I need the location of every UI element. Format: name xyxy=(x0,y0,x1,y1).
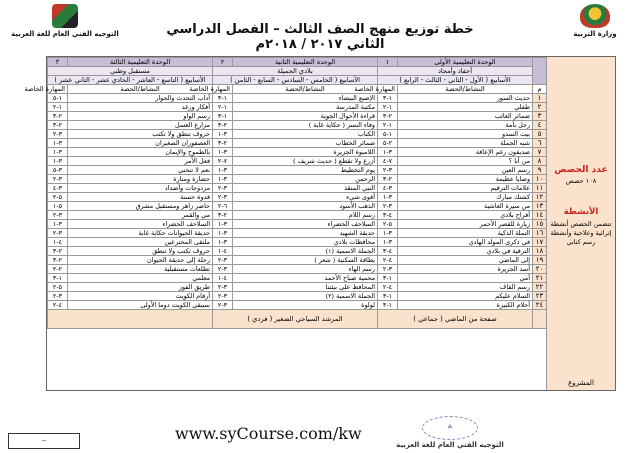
lesson-skill-code: ٣-١ xyxy=(213,220,233,229)
signature-block: — xyxy=(8,433,80,449)
table-row xyxy=(48,139,547,148)
lesson-skill-code: ٣-٢ xyxy=(213,184,233,193)
lesson-skill-code: ٤-٢ xyxy=(48,301,68,310)
lesson-title: أزرع ولا تقطع ( حديث شريف ) xyxy=(233,157,378,166)
table-row xyxy=(48,265,547,274)
row-number: ٩ xyxy=(533,166,547,175)
row-number: ١ xyxy=(533,94,547,103)
page-title: خطة توزيع منهج الصف الثالث – الفصل الدراسي الثاني ٢٠١٧ / ٢٠١٨م xyxy=(166,22,474,52)
table-row xyxy=(48,175,547,184)
lesson-title: معلمي xyxy=(68,274,213,283)
row-number: ٦ xyxy=(533,139,547,148)
lesson-skill-code: ٢-٣ xyxy=(213,211,233,220)
activities-desc: تتضمن الحصص أنشطة إثرائية وعلاجية وأنشطة رسم كتابي xyxy=(550,220,612,246)
skill-header: المهارة الخاصة xyxy=(48,85,68,94)
lesson-skill-code: ٣-٢ xyxy=(213,193,233,202)
lesson-title: رجل بأمة xyxy=(398,121,533,130)
lesson-title: من أنا ؟ xyxy=(398,157,533,166)
row-number: ١٧ xyxy=(533,238,547,247)
lesson-skill-code: ٤-٢ xyxy=(378,283,398,292)
lesson-title: النملة الذكية xyxy=(398,229,533,238)
lesson-skill-code: ٣-١ xyxy=(378,238,398,247)
lesson-skill-code: ٣-٢ xyxy=(48,211,68,220)
lesson-title: بالطموح والإيمان xyxy=(68,148,213,157)
periods-count: ١٠٨ حصص xyxy=(565,177,597,185)
lesson-skill-code: ٣-١ xyxy=(48,148,68,157)
lesson-title: أمي xyxy=(398,274,533,283)
lesson-skill-code: ٥-١ xyxy=(48,202,68,211)
lesson-skill-code: ٢-٢ xyxy=(48,265,68,274)
lesson-title: تطلعات مستقبلية xyxy=(68,265,213,274)
lesson-title: أفكار ورغد xyxy=(68,103,213,112)
unit-label: الوحدة التعليمية الأولى xyxy=(398,58,533,67)
row-number: ٢٤ xyxy=(533,301,547,310)
row-number: ٣ xyxy=(533,112,547,121)
lesson-title: حاضر زاهر ومستقبل مشرق xyxy=(68,202,213,211)
lesson-skill-code: ٣-١ xyxy=(48,157,68,166)
lesson-title: شبه الجملة xyxy=(398,139,533,148)
guidance-name: التوجيه الفني العام للغة العربية xyxy=(11,30,119,38)
row-number: ٢٣ xyxy=(533,292,547,301)
row-number: ١١ xyxy=(533,184,547,193)
lesson-title: آداب التحدث والحوار xyxy=(68,94,213,103)
lesson-skill-code: ١-٥ xyxy=(378,130,398,139)
lesson-skill-code: ١-٢ xyxy=(378,103,398,112)
unit-topic: مستقبل وطني xyxy=(48,67,213,76)
lesson-skill-code: ٣-٤ xyxy=(378,184,398,193)
lesson-skill-code: ١-٣ xyxy=(378,274,398,283)
table-row xyxy=(48,112,547,121)
row-number: ١٦ xyxy=(533,229,547,238)
lesson-title: أسد الجزيرة xyxy=(398,265,533,274)
lesson-title: اللامبوة الجزيرة xyxy=(233,148,378,157)
lesson-header: النشاط/الحصة xyxy=(233,85,378,94)
row-number: ٥ xyxy=(533,130,547,139)
lesson-skill-code: ٤-٢ xyxy=(378,256,398,265)
table-row xyxy=(48,256,547,265)
row-number: ٨ xyxy=(533,157,547,166)
lesson-title: الذهب الأسود xyxy=(233,202,378,211)
lesson-title: محافظات بلادي xyxy=(233,238,378,247)
lesson-skill-code: ٢-٣ xyxy=(213,139,233,148)
lesson-title: رسم الهاء xyxy=(233,265,378,274)
skill-header: المهارة الخاصة xyxy=(213,85,233,94)
row-number: ١٠ xyxy=(533,175,547,184)
table-row xyxy=(48,229,547,238)
skill-header: المهارة الخاصة xyxy=(378,85,398,94)
lesson-skill-code: ٢-٣ xyxy=(378,112,398,121)
lesson-title: زيارة للقصر الأحمر xyxy=(398,220,533,229)
lesson-skill-code: ٣-١ xyxy=(213,130,233,139)
lesson-skill-code: ٤-١ xyxy=(213,247,233,256)
lesson-skill-code: ١-٣ xyxy=(378,94,398,103)
lesson-title: الكتاب xyxy=(233,130,378,139)
side-panel xyxy=(546,57,615,390)
lesson-skill-code: ٢-٣ xyxy=(213,121,233,130)
row-number: ١٩ xyxy=(533,256,547,265)
unit-topic: بلادي الجميلة xyxy=(213,67,378,76)
lesson-title: العصفوران الصغيران xyxy=(68,139,213,148)
lesson-skill-code: ١-٣ xyxy=(213,112,233,121)
periods-label: عدد الحصص xyxy=(554,165,608,175)
lesson-title: وصايا عظيمة xyxy=(398,175,533,184)
stamp-caption: التوجيه الفني العام للغة العربية xyxy=(396,441,504,449)
lesson-skill-code: ٣-٢ xyxy=(48,292,68,301)
row-number: ٢ xyxy=(533,103,547,112)
unit-weeks: الأسابيع ( الخامس - السادس - السابع - الثامن ) xyxy=(213,76,378,85)
lesson-skill-code: ٣-٢ xyxy=(48,175,68,184)
lesson-title: النبي المنقذ xyxy=(233,184,378,193)
lesson-skill-code: ٣-١ xyxy=(378,148,398,157)
lesson-skill-code: ٥-٢ xyxy=(48,283,68,292)
lesson-skill-code: ٦-٢ xyxy=(213,202,233,211)
stamp-seal: ☘ xyxy=(422,416,478,440)
lesson-skill-code: ٣-١ xyxy=(213,175,233,184)
lesson-title: السلاحف الخضراء xyxy=(68,220,213,229)
lesson-skill-code: ٣-١ xyxy=(378,229,398,238)
lesson-skill-code: ١-٢ xyxy=(213,103,233,112)
table-row xyxy=(48,193,547,202)
table-row xyxy=(48,292,547,301)
lesson-title: طفلي xyxy=(398,103,533,112)
lesson-skill-code: ٣-٢ xyxy=(48,229,68,238)
unit-topic: أحفاد وأمجاد xyxy=(378,67,533,76)
lesson-title: مزارع العسل xyxy=(68,121,213,130)
lesson-title: كشتك مبارك xyxy=(398,193,533,202)
ministry-name: وزارة التربية xyxy=(573,30,617,38)
lesson-title: طريق الفوز xyxy=(68,283,213,292)
row-number: ١٤ xyxy=(533,211,547,220)
lesson-header: النشاط/الحصة xyxy=(398,85,533,94)
plan-table xyxy=(24,57,547,329)
row-number: ١٥ xyxy=(533,220,547,229)
lesson-skill-code: ٥-٢ xyxy=(48,193,68,202)
lesson-title: السلام عليكم xyxy=(398,292,533,301)
project-cell-u1: صفحة من الماضي ( جماعي ) xyxy=(378,310,533,329)
lesson-title: رحلة إلى حديقة الحيوان xyxy=(68,256,213,265)
unit-number: ٣ xyxy=(48,58,68,67)
project-corner xyxy=(533,310,547,329)
lesson-skill-code: ٣-٢ xyxy=(48,130,68,139)
lesson-skill-code: ٣-١ xyxy=(213,238,233,247)
lesson-skill-code: ٧-٢ xyxy=(213,157,233,166)
table-row xyxy=(48,157,547,166)
lesson-title: مي والقمر xyxy=(68,211,213,220)
lesson-skill-code: ٣-٥ xyxy=(48,166,68,175)
project-cell-u3 xyxy=(48,310,213,329)
website-url[interactable]: www.syCourse.com/kw xyxy=(175,424,362,443)
lesson-skill-code: ٣-٢ xyxy=(213,292,233,301)
lesson-skill-code: ٣-١ xyxy=(213,148,233,157)
lesson-title: علامات الترقيم xyxy=(398,184,533,193)
table-row xyxy=(48,121,547,130)
row-number: ٤ xyxy=(533,121,547,130)
ministry-header xyxy=(560,4,630,38)
lesson-title: من سيرة الغاشية xyxy=(398,202,533,211)
lesson-skill-code: ٤-١ xyxy=(213,274,233,283)
table-row xyxy=(48,130,547,139)
guidance-stamp xyxy=(390,416,510,449)
unit-weeks: الأسابيع ( التاسع - العاشر - الحادي عشر - الثاني عشر ) xyxy=(48,76,213,85)
row-number: ١٣ xyxy=(533,202,547,211)
table-row xyxy=(48,184,547,193)
lesson-skill-code: ٤-٣ xyxy=(378,211,398,220)
row-number: ٢٢ xyxy=(533,283,547,292)
table-row xyxy=(48,301,547,310)
lesson-title: الجملة الاسمية (١) xyxy=(233,247,378,256)
table-row xyxy=(48,211,547,220)
lesson-title: أفراح بلادي xyxy=(398,211,533,220)
lesson-title: حديقة الشهيد xyxy=(233,229,378,238)
lesson-skill-code: ٢-٣ xyxy=(48,112,68,121)
lesson-skill-code: ٣-٢ xyxy=(213,265,233,274)
lesson-title: مكتبة المدرسة xyxy=(233,103,378,112)
lesson-skill-code: ١-٣ xyxy=(378,301,398,310)
table-row xyxy=(48,238,547,247)
table-row xyxy=(48,148,547,157)
table-row xyxy=(48,283,547,292)
row-number: ٧ xyxy=(533,148,547,157)
table-row xyxy=(48,202,547,211)
lesson-title: أحلام الكبيرة xyxy=(398,301,533,310)
lesson-title: سيبقى الكويت دوما الأولى xyxy=(68,301,213,310)
table-row xyxy=(48,274,547,283)
lesson-skill-code: ٧-٤ xyxy=(378,157,398,166)
project-label: المشروع xyxy=(568,379,594,387)
row-number: ٢٠ xyxy=(533,265,547,274)
table-row xyxy=(48,166,547,175)
activities-label: الأنشطة xyxy=(563,207,599,217)
lesson-title: قدوة حسنة xyxy=(68,193,213,202)
lesson-skill-code: ٢-٣ xyxy=(48,121,68,130)
lesson-skill-code: ٣-١ xyxy=(48,139,68,148)
lesson-skill-code: ٣-١ xyxy=(48,220,68,229)
lesson-title: مزدوجات وأضداد xyxy=(68,184,213,193)
lesson-header: النشاط/الحصة xyxy=(68,85,213,94)
lesson-skill-code: ٣-٢ xyxy=(213,301,233,310)
lesson-title: رسم اللام xyxy=(233,211,378,220)
lesson-title: فعل الأمر xyxy=(68,157,213,166)
lesson-skill-code: ٣-٢ xyxy=(378,166,398,175)
lesson-title: ضمائر الخطاب xyxy=(233,139,378,148)
m-header: م xyxy=(533,85,547,94)
lesson-skill-code: ١-٢ xyxy=(378,121,398,130)
table-row xyxy=(48,220,547,229)
lesson-title: رسم الواو xyxy=(68,112,213,121)
lesson-title: نعم لا تنحني xyxy=(68,166,213,175)
lesson-title: حديقة الحيوانات حكاية غابة xyxy=(68,229,213,238)
row-number: ٢١ xyxy=(533,274,547,283)
lesson-title: حروف تنطق ولا تكتب xyxy=(68,130,213,139)
lesson-title: بيت السدو xyxy=(398,130,533,139)
plan-sheet xyxy=(24,56,616,391)
table-row xyxy=(48,103,547,112)
lesson-title: السلاحف الخضراء xyxy=(233,220,378,229)
lesson-skill-code: ١-٣ xyxy=(213,94,233,103)
lesson-skill-code: ٢-٥ xyxy=(378,139,398,148)
lesson-title: بطاقة السكنية ( شعر ) xyxy=(233,256,378,265)
lesson-skill-code: ٣-١ xyxy=(378,193,398,202)
lesson-skill-code: ٣-١ xyxy=(213,229,233,238)
ministry-emblem xyxy=(580,4,610,28)
lesson-title: المحافظ على بيئتنا xyxy=(233,283,378,292)
lesson-title: رسم العين xyxy=(398,166,533,175)
lesson-title: محمية صباح الأحمد xyxy=(233,274,378,283)
lesson-skill-code: ١-٥ xyxy=(48,94,68,103)
lesson-title: إلى الماضي xyxy=(398,256,533,265)
unit-weeks: الأسابيع ( الأول - الثاني - الثالث - الرابع ) xyxy=(378,76,533,85)
lesson-title: رسم القاف xyxy=(398,283,533,292)
lesson-skill-code: ٣-٢ xyxy=(378,202,398,211)
lesson-skill-code: ٢-٣ xyxy=(48,247,68,256)
row-number: ١٨ xyxy=(533,247,547,256)
lesson-skill-code: ١-٢ xyxy=(48,103,68,112)
lesson-title: ملتقى المخترعين xyxy=(68,238,213,247)
lesson-skill-code: ٤-٣ xyxy=(378,247,398,256)
lesson-title: يوم التخطيط xyxy=(233,166,378,175)
lesson-title: حديث السور xyxy=(398,94,533,103)
project-cell-u2: المرشد السياحي الصغير ( فردي ) xyxy=(213,310,378,329)
lesson-skill-code: ٢-٣ xyxy=(378,175,398,184)
lesson-title: أقوى شيء xyxy=(233,193,378,202)
lesson-skill-code: ٣-٢ xyxy=(213,283,233,292)
lesson-title: الترقية في بلادي xyxy=(398,247,533,256)
lesson-title: قراءة الأحوال الجوية xyxy=(233,112,378,121)
lesson-title: وفاء النسر ( حكاية غابة ) xyxy=(233,121,378,130)
guidance-logo xyxy=(52,4,78,28)
unit-label: الوحدة التعليمية الثانية xyxy=(233,58,378,67)
guidance-header xyxy=(10,4,120,38)
lesson-skill-code: ٣-٢ xyxy=(213,256,233,265)
table-row xyxy=(48,94,547,103)
lesson-skill-code: ٥-٢ xyxy=(378,220,398,229)
lesson-title: الجملة الاسمية (٢) xyxy=(233,292,378,301)
lesson-skill-code: ١-٣ xyxy=(378,292,398,301)
plan-grid xyxy=(24,57,546,329)
lesson-title: صديقون رغم الإعاقة xyxy=(398,148,533,157)
unit-number: ١ xyxy=(378,58,398,67)
lesson-title: حضارة ومنارة xyxy=(68,175,213,184)
unit-number: ٢ xyxy=(213,58,233,67)
unit-label: الوحدة التعليمية الثالثة xyxy=(68,58,213,67)
lesson-skill-code: ٤-١ xyxy=(48,238,68,247)
lesson-skill-code: ٣-٤ xyxy=(48,184,68,193)
table-row xyxy=(48,247,547,256)
lesson-skill-code: ٣-١ xyxy=(213,166,233,175)
lesson-skill-code: ٢-٣ xyxy=(48,256,68,265)
row-number: ١٢ xyxy=(533,193,547,202)
lesson-title: أرقام الكويت xyxy=(68,292,213,301)
lesson-title: في ذكرى المولد الهادي xyxy=(398,238,533,247)
lesson-title: الإصبع البيضاء xyxy=(233,94,378,103)
lesson-title: حروف تكتب ولا تنطق xyxy=(68,247,213,256)
lesson-skill-code: ١-٣ xyxy=(48,274,68,283)
lesson-title: لولوة xyxy=(233,301,378,310)
lesson-title: الرحمن xyxy=(233,175,378,184)
corner-cell xyxy=(533,58,547,85)
lesson-title: ضمائر الغائب xyxy=(398,112,533,121)
lesson-skill-code: ٣-٢ xyxy=(378,265,398,274)
